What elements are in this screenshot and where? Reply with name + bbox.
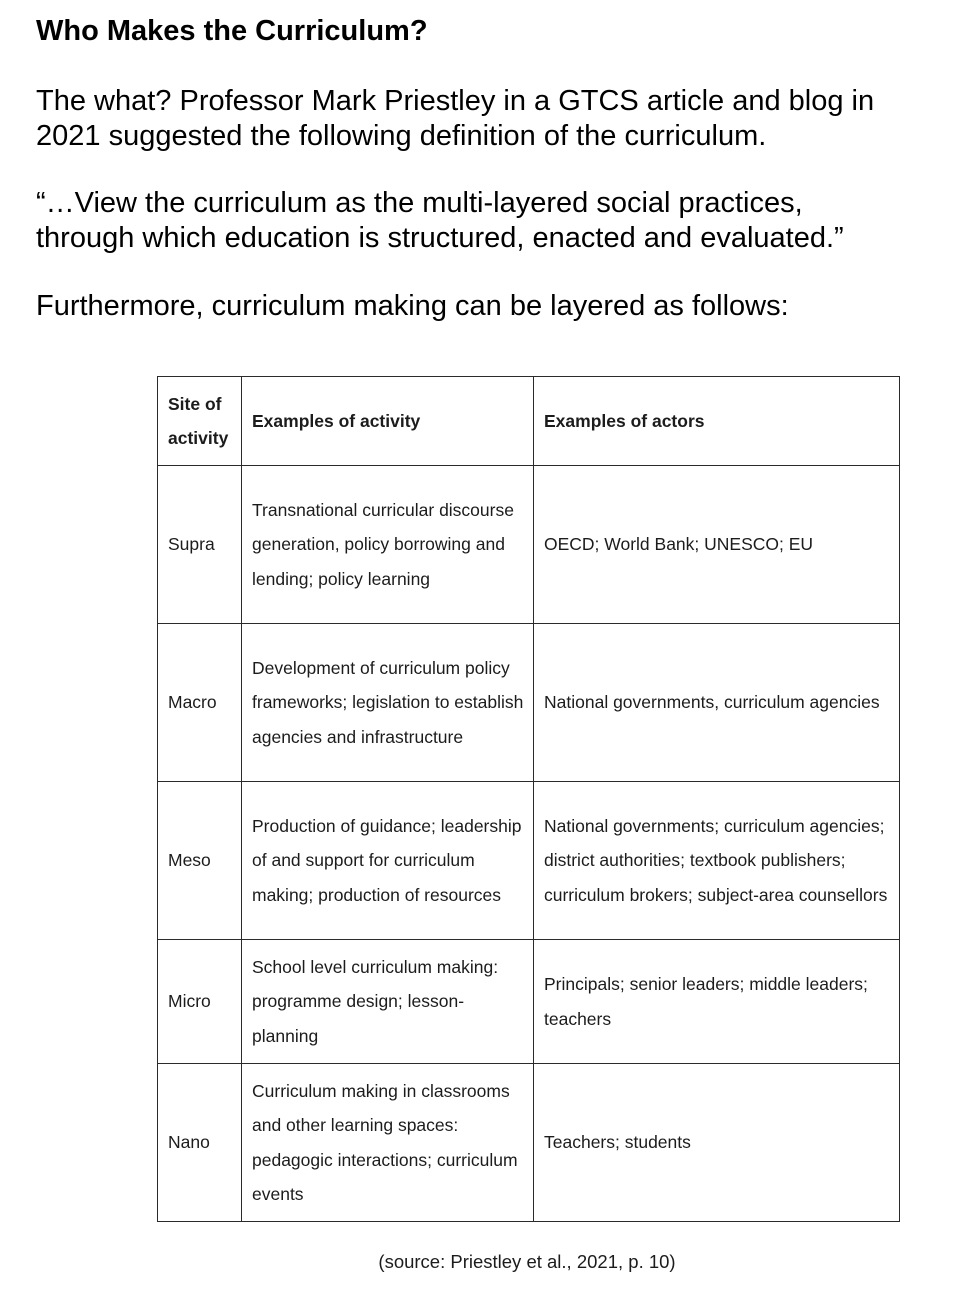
- quote-line: “…View the curriculum as the multi-layered social practices,: [36, 187, 803, 219]
- layers-intro: Furthermore, curriculum making can be layered as follows:: [36, 290, 789, 322]
- actors-cell: National governments, curriculum agencies: [534, 624, 900, 782]
- actors-cell: Principals; senior leaders; middle leaders; teachers: [534, 940, 900, 1064]
- table-row: [158, 624, 900, 782]
- activity-cell: School level curriculum making: programme design; lesson-planning: [242, 940, 534, 1064]
- site-cell: Meso: [158, 782, 242, 940]
- quote-line: through which education is structured, enacted and evaluated.”: [36, 222, 844, 254]
- table-row: [158, 940, 900, 1064]
- activity-cell: Curriculum making in classrooms and other learning spaces: pedagogic interactions; curriculum events: [242, 1064, 534, 1222]
- site-cell: Macro: [158, 624, 242, 782]
- header-activity: Examples of activity: [242, 377, 534, 466]
- site-cell: Micro: [158, 940, 242, 1064]
- curriculum-layers-table: [157, 376, 900, 1222]
- table-row: [158, 782, 900, 940]
- site-cell: Nano: [158, 1064, 242, 1222]
- actors-cell: National governments; curriculum agencies; district authorities; textbook publishers; curriculum brokers; subject-area counsellors: [534, 782, 900, 940]
- intro-line: 2021 suggested the following definition of the curriculum.: [36, 120, 767, 152]
- activity-cell: Production of guidance; leadership of and support for curriculum making; production of resources: [242, 782, 534, 940]
- activity-cell: Development of curriculum policy frameworks; legislation to establish agencies and infrastructure: [242, 624, 534, 782]
- source-citation: (source: Priestley et al., 2021, p. 10): [378, 1251, 676, 1272]
- page-title: Who Makes the Curriculum?: [36, 15, 428, 47]
- table-header-row: [158, 377, 900, 466]
- table-row: [158, 1064, 900, 1222]
- definition-quote: [36, 186, 844, 256]
- actors-cell: OECD; World Bank; UNESCO; EU: [534, 466, 900, 624]
- header-actors: Examples of actors: [534, 377, 900, 466]
- site-cell: Supra: [158, 466, 242, 624]
- intro-paragraph: [36, 84, 874, 154]
- table-row: [158, 466, 900, 624]
- intro-line: The what? Professor Mark Priestley in a GTCS article and blog in: [36, 85, 875, 117]
- actors-cell: Teachers; students: [534, 1064, 900, 1222]
- activity-cell: Transnational curricular discourse generation, policy borrowing and lending; policy learning: [242, 466, 534, 624]
- header-site: Site of activity: [158, 377, 242, 466]
